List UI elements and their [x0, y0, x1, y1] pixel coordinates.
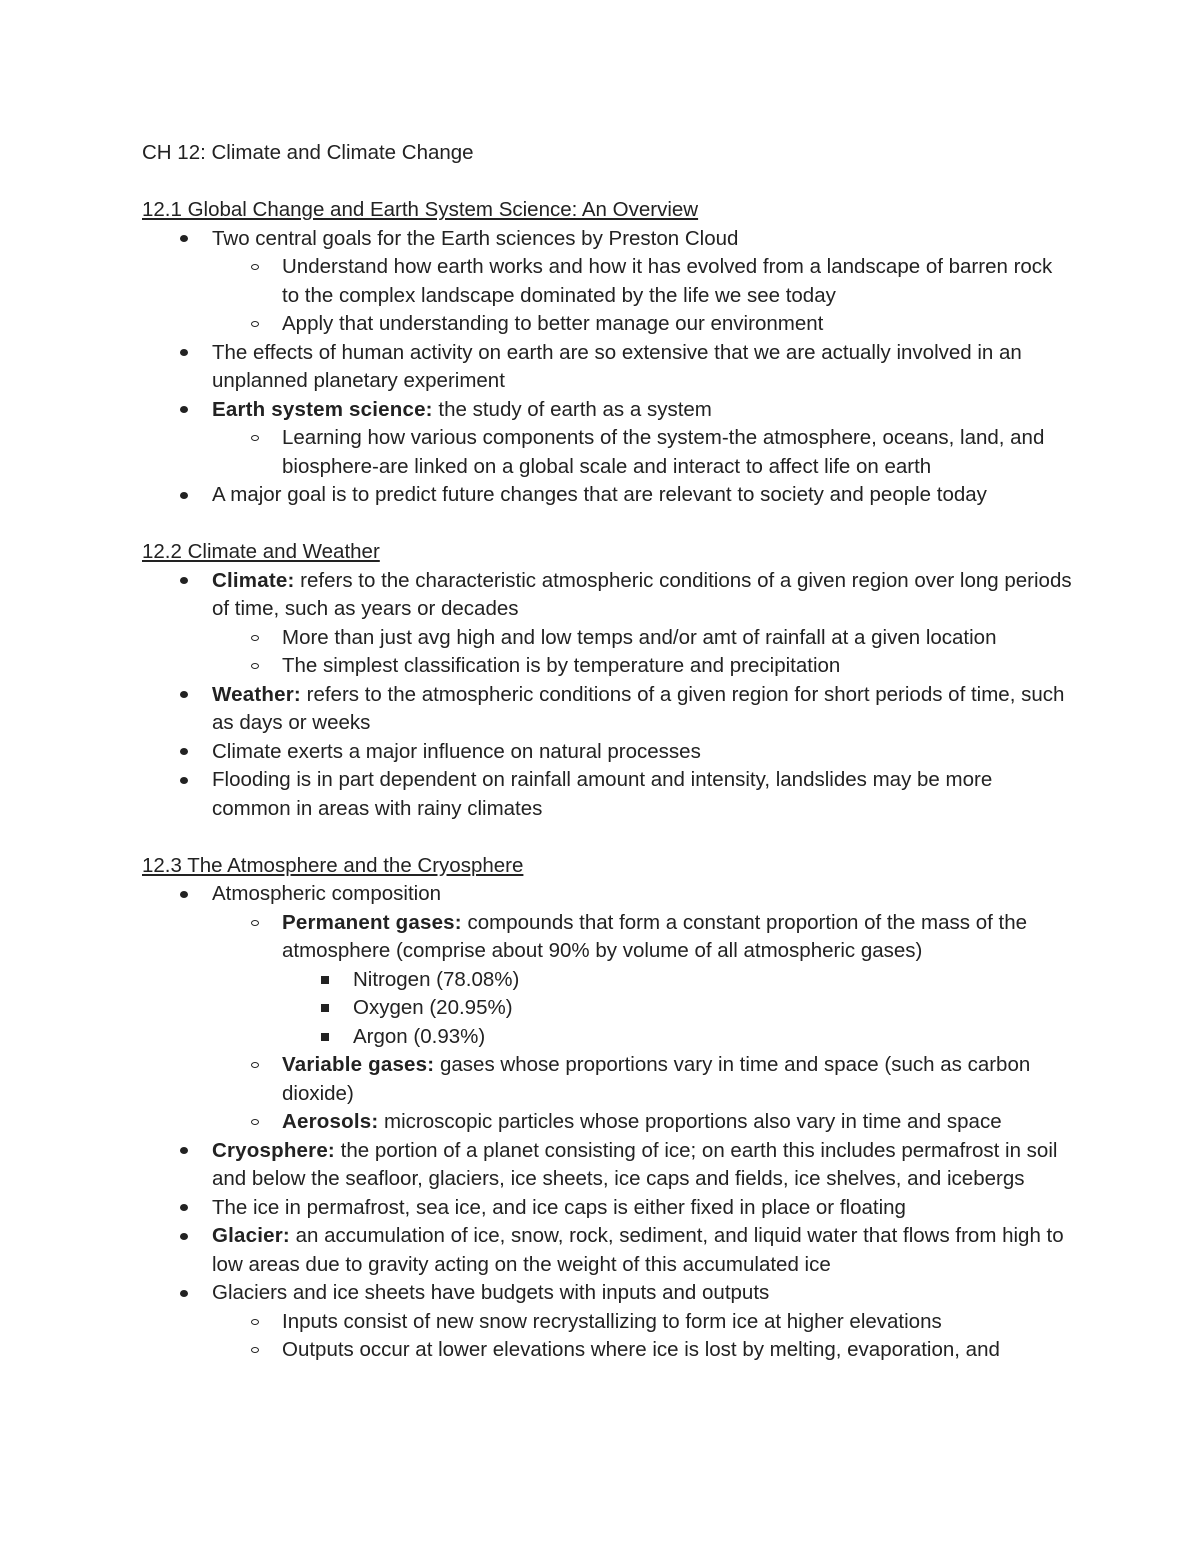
bullet-disc-icon — [176, 225, 192, 254]
bullet-disc-icon — [176, 681, 192, 710]
term-label: Earth system science: — [212, 397, 433, 421]
bullet-list — [142, 225, 1072, 510]
item-text: More than just avg high and low temps and/or amt of rainfall at a given location — [282, 625, 997, 649]
bullet-circle-icon — [247, 1108, 263, 1137]
bullet-circle-icon — [247, 253, 263, 282]
section-heading: 12.2 Climate and Weather — [142, 540, 380, 563]
item-text: A major goal is to predict future changes that are relevant to society and people today — [212, 483, 987, 506]
item-text: The effects of human activity on earth are so extensive that we are actually involved in an unplanned planetary experiment — [212, 340, 1022, 392]
term-label: Weather: — [212, 682, 301, 706]
list-item — [142, 567, 1072, 624]
item-text: Understand how earth works and how it has evolved from a landscape of barren rock to the complex landscape dominated by the life we see today — [282, 255, 1053, 307]
item-text: refers to the atmospheric conditions of a given region for short periods of time, such as days or weeks — [212, 682, 1065, 734]
bullet-circle-icon — [247, 909, 263, 938]
section-heading: 12.3 The Atmosphere and the Cryosphere — [142, 853, 524, 877]
list-item — [142, 225, 1072, 254]
item-text: an accumulation of ice, snow, rock, sediment, and liquid water that flows from high to low areas due to gravity acting on the weight of this accumulated ice — [212, 1224, 1064, 1276]
list-item — [142, 1108, 1072, 1137]
list-item — [142, 738, 1072, 767]
item-text: Oxygen (20.95%) — [353, 996, 513, 1019]
bullet-square-icon — [317, 994, 333, 1023]
item-text: Apply that understanding to better manage our environment — [282, 312, 824, 335]
section-12-2 — [142, 538, 1072, 823]
item-text: Flooding is in part dependent on rainfall amount and intensity, landslides may be more common in areas with rainy climates — [212, 768, 993, 820]
list-item — [142, 481, 1072, 510]
list-item — [142, 909, 1072, 966]
list-item — [142, 966, 1072, 995]
section-gap — [142, 510, 1072, 539]
list-item — [142, 1222, 1072, 1279]
bullet-disc-icon — [176, 766, 192, 795]
item-text: Two central goals for the Earth sciences by Preston Cloud — [212, 226, 739, 250]
bullet-circle-icon — [247, 1051, 263, 1080]
bullet-square-icon — [317, 966, 333, 995]
bullet-disc-icon — [176, 880, 192, 909]
item-text: Argon (0.93%) — [353, 1024, 486, 1048]
bullet-square-icon — [317, 1023, 333, 1052]
bullet-circle-icon — [247, 1336, 263, 1365]
bullet-disc-icon — [176, 1137, 192, 1166]
term-label: Cryosphere: — [212, 1138, 335, 1162]
item-text: Inputs consist of new snow recrystallizing to form ice at higher elevations — [282, 1309, 942, 1333]
bullet-circle-icon — [247, 310, 263, 339]
item-text: gases whose proportions vary in time and space (such as carbon dioxide) — [282, 1053, 1031, 1105]
term-label: Permanent gases: — [282, 910, 462, 934]
bullet-circle-icon — [247, 652, 263, 681]
bullet-disc-icon — [176, 738, 192, 767]
bullet-disc-icon — [176, 481, 192, 510]
list-item — [142, 1194, 1072, 1223]
item-text: Nitrogen (78.08%) — [353, 967, 520, 991]
list-item — [142, 424, 1072, 481]
list-item — [142, 310, 1072, 339]
list-item — [142, 253, 1072, 310]
item-text: microscopic particles whose proportions also vary in time and space — [378, 1110, 1002, 1133]
item-text: refers to the characteristic atmospheric conditions of a given region over long periods of time, such as years or decades — [212, 568, 1072, 620]
section-gap — [142, 823, 1072, 852]
bullet-disc-icon — [176, 1194, 192, 1223]
list-item — [142, 994, 1072, 1023]
list-item — [142, 1308, 1072, 1337]
list-item — [142, 396, 1072, 425]
list-item — [142, 1023, 1072, 1052]
list-item — [142, 624, 1072, 653]
section-12-1 — [142, 196, 1072, 510]
item-text: The simplest classification is by temperature and precipitation — [282, 654, 841, 677]
bullet-disc-icon — [176, 1279, 192, 1308]
list-item — [142, 880, 1072, 909]
bullet-list — [142, 880, 1072, 1365]
list-item — [142, 1279, 1072, 1308]
term-label: Glacier: — [212, 1224, 290, 1247]
bullet-disc-icon — [176, 567, 192, 596]
bullet-circle-icon — [247, 624, 263, 653]
list-item — [142, 1051, 1072, 1108]
bullet-disc-icon — [176, 339, 192, 368]
item-text: Climate exerts a major influence on natural processes — [212, 739, 701, 763]
bullet-disc-icon — [176, 1222, 192, 1251]
bullet-circle-icon — [247, 424, 263, 453]
item-text: Learning how various components of the system-the atmosphere, oceans, land, and biosphere-are linked on a global scale and interact to affect life on earth — [282, 426, 1045, 478]
item-text: the portion of a planet consisting of ice; on earth this includes permafrost in soil and below the seafloor, glaciers, ice sheets, ice caps and fields, ice shelves, and icebergs — [212, 1138, 1058, 1190]
list-item — [142, 1336, 1072, 1365]
page-title: CH 12: Climate and Climate Change — [142, 141, 474, 164]
document-page — [142, 139, 1072, 1365]
list-item — [142, 766, 1072, 823]
list-item — [142, 681, 1072, 738]
item-text: Atmospheric composition — [212, 882, 442, 905]
list-item — [142, 652, 1072, 681]
term-label: Climate: — [212, 568, 295, 592]
item-text: the study of earth as a system — [432, 397, 712, 421]
section-heading: 12.1 Global Change and Earth System Science: An Overview — [142, 198, 699, 221]
item-text: The ice in permafrost, sea ice, and ice caps is either fixed in place or floating — [212, 1195, 906, 1219]
bullet-circle-icon — [247, 1308, 263, 1337]
list-item — [142, 1137, 1072, 1194]
list-item — [142, 339, 1072, 396]
bullet-disc-icon — [176, 396, 192, 425]
term-label: Variable gases: — [282, 1053, 435, 1076]
bullet-list — [142, 567, 1072, 824]
term-label: Aerosols: — [282, 1110, 379, 1133]
item-text: Outputs occur at lower elevations where ice is lost by melting, evaporation, and — [282, 1338, 1000, 1361]
item-text: compounds that form a constant proportion of the mass of the atmosphere (comprise about 90% by volume of all atmospheric gases) — [282, 910, 1028, 962]
item-text: Glaciers and ice sheets have budgets with inputs and outputs — [212, 1281, 770, 1304]
section-12-3 — [142, 852, 1072, 1365]
